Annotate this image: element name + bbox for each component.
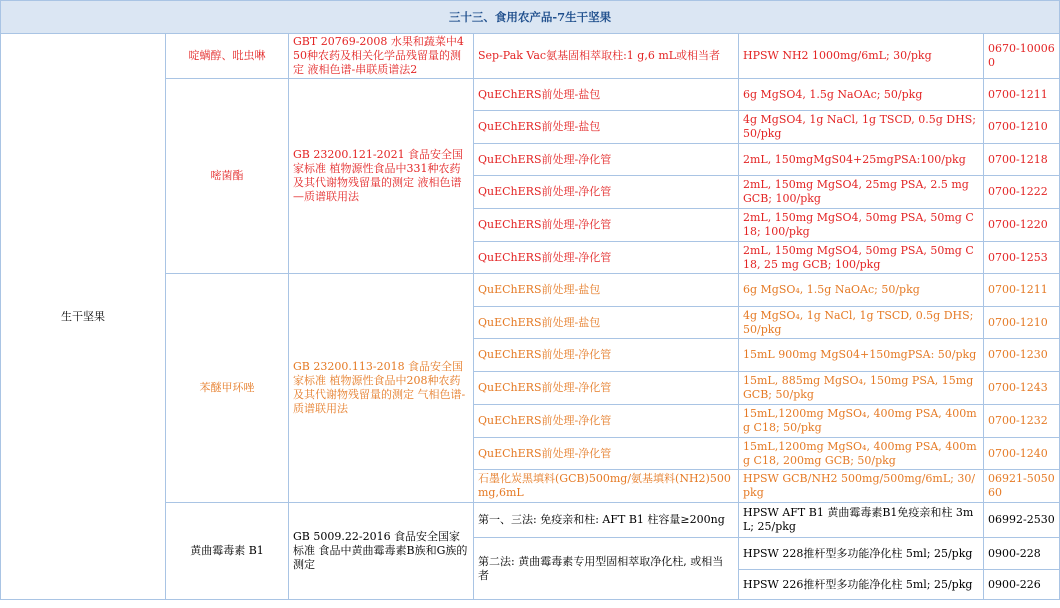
- spec-cell: 6g MgSO4, 1.5g NaOAc; 50/pkg: [739, 79, 984, 111]
- spec-cell: HPSW NH2 1000mg/6mL; 30/pkg: [739, 34, 984, 79]
- code-cell: 06992-2530: [984, 503, 1060, 538]
- spec-cell: 4g MgSO₄, 1g NaCl, 1g TSCD, 0.5g DHS; 50/pkg: [739, 307, 984, 339]
- spec-cell: HPSW 228推杆型多功能净化柱 5ml; 25/pkg: [739, 538, 984, 570]
- spec-cell: HPSW 226推杆型多功能净化柱 5ml; 25/pkg: [739, 570, 984, 600]
- analyte-cell: 黄曲霉毒素 B1: [166, 503, 289, 600]
- table-row: [1, 34, 1060, 79]
- code-cell: 0700-1211: [984, 79, 1060, 111]
- product-cell: 第二法: 黄曲霉毒素专用型固相萃取净化柱, 或相当者: [474, 538, 739, 600]
- standard-cell: GBT 20769-2008 水果和蔬菜中450种农药及相关化学品残留量的测定 液相色谱-串联质谱法2: [289, 34, 474, 79]
- code-cell: 0700-1211: [984, 274, 1060, 307]
- spec-cell: 2mL, 150mg MgSO4, 25mg PSA, 2.5 mg GCB; 100/pkg: [739, 176, 984, 209]
- code-cell: 0700-1230: [984, 339, 1060, 372]
- standard-cell: GB 23200.121-2021 食品安全国家标准 植物源性食品中331种农药及其代谢物残留量的测定 液相色谱—质谱联用法: [289, 79, 474, 274]
- product-cell: QuEChERS前处理-净化管: [474, 372, 739, 405]
- code-cell: 0700-1220: [984, 209, 1060, 242]
- product-cell: QuEChERS前处理-净化管: [474, 438, 739, 470]
- code-cell: 0700-1243: [984, 372, 1060, 405]
- spec-cell: 2mL, 150mgMgS04+25mgPSA:100/pkg: [739, 144, 984, 176]
- code-cell: 0670-100060: [984, 34, 1060, 79]
- product-cell: 石墨化炭黑填料(GCB)500mg/氨基填料(NH2)500mg,6mL: [474, 470, 739, 503]
- product-cell: QuEChERS前处理-净化管: [474, 176, 739, 209]
- product-cell: QuEChERS前处理-净化管: [474, 339, 739, 372]
- product-cell: Sep-Pak Vac氨基固相萃取柱:1 g,6 mL或相当者: [474, 34, 739, 79]
- code-cell: 0700-1253: [984, 242, 1060, 274]
- spec-cell: 2mL, 150mg MgSO4, 50mg PSA, 50mg C18; 100/pkg: [739, 209, 984, 242]
- table-title: 三十三、食用农产品-7生干坚果: [1, 1, 1060, 34]
- spec-cell: HPSW GCB/NH2 500mg/500mg/6mL; 30/pkg: [739, 470, 984, 503]
- product-cell: QuEChERS前处理-盐包: [474, 111, 739, 144]
- code-cell: 0700-1210: [984, 307, 1060, 339]
- code-cell: 0700-1232: [984, 405, 1060, 438]
- product-cell: QuEChERS前处理-盐包: [474, 274, 739, 307]
- product-cell: QuEChERS前处理-盐包: [474, 79, 739, 111]
- analyte-cell: 苯醚甲环唑: [166, 274, 289, 503]
- product-cell: QuEChERS前处理-净化管: [474, 209, 739, 242]
- code-cell: 0900-228: [984, 538, 1060, 570]
- code-cell: 06921-505060: [984, 470, 1060, 503]
- code-cell: 0700-1210: [984, 111, 1060, 144]
- spec-cell: 15mL,1200mg MgSO₄, 400mg PSA, 400mg C18; 50/pkg: [739, 405, 984, 438]
- spec-cell: HPSW AFT B1 黄曲霉毒素B1免疫亲和柱 3mL; 25/pkg: [739, 503, 984, 538]
- product-cell: QuEChERS前处理-净化管: [474, 144, 739, 176]
- code-cell: 0700-1218: [984, 144, 1060, 176]
- product-cell: QuEChERS前处理-净化管: [474, 405, 739, 438]
- spec-cell: 4g MgSO4, 1g NaCl, 1g TSCD, 0.5g DHS; 50/pkg: [739, 111, 984, 144]
- spec-cell: 15mL,1200mg MgSO₄, 400mg PSA, 400mg C18, 200mg GCB; 50/pkg: [739, 438, 984, 470]
- product-cell: QuEChERS前处理-净化管: [474, 242, 739, 274]
- product-cell: 第一、三法: 免疫亲和柱: AFT B1 柱容量≥200ng: [474, 503, 739, 538]
- analyte-cell: 嘧菌酯: [166, 79, 289, 274]
- standard-cell: GB 23200.113-2018 食品安全国家标准 植物源性食品中208种农药及其代谢物残留量的测定 气相色谱-质谱联用法: [289, 274, 474, 503]
- analyte-cell: 啶螨醇、吡虫啉: [166, 34, 289, 79]
- product-cell: QuEChERS前处理-盐包: [474, 307, 739, 339]
- standard-cell: GB 5009.22-2016 食品安全国家标准 食品中黄曲霉毒素B族和G族的测定: [289, 503, 474, 600]
- spec-cell: 2mL, 150mg MgSO4, 50mg PSA, 50mg C18, 25 mg GCB; 100/pkg: [739, 242, 984, 274]
- code-cell: 0900-226: [984, 570, 1060, 600]
- spec-cell: 15mL 900mg MgS04+150mgPSA: 50/pkg: [739, 339, 984, 372]
- spec-cell: 15mL, 885mg MgSO₄, 150mg PSA, 15mg GCB; 50/pkg: [739, 372, 984, 405]
- category-cell: 生干坚果: [1, 34, 166, 600]
- code-cell: 0700-1222: [984, 176, 1060, 209]
- spec-cell: 6g MgSO₄, 1.5g NaOAc; 50/pkg: [739, 274, 984, 307]
- title-row: [1, 1, 1060, 34]
- code-cell: 0700-1240: [984, 438, 1060, 470]
